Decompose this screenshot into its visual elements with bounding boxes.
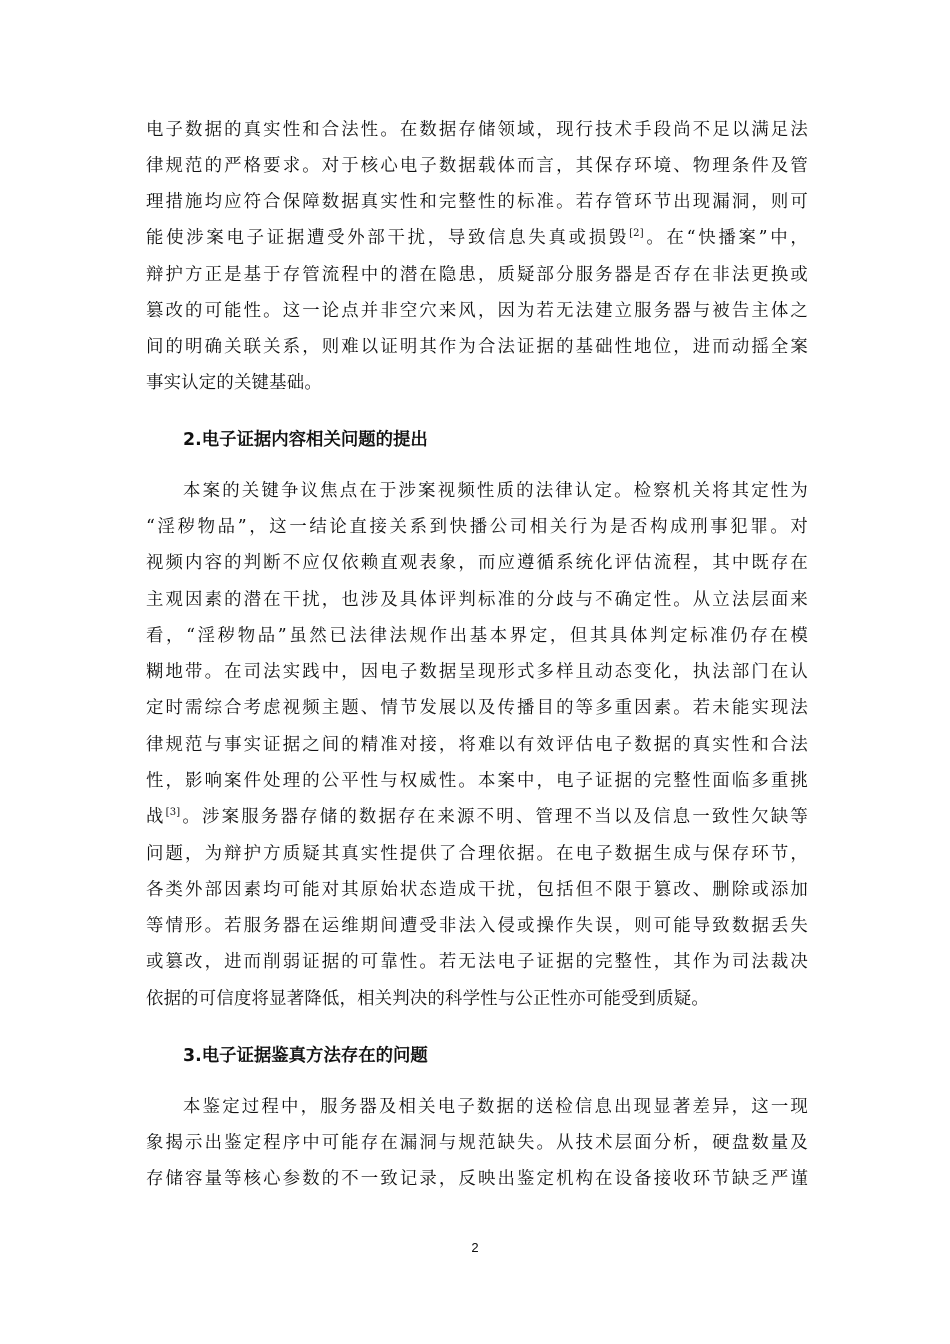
paragraph-line: 本鉴定过程中，服务器及相关电子数据的送检信息出现显著差异，这一现 [183,1097,808,1117]
paragraph-line: 象揭示出鉴定程序中可能存在漏洞与规范缺失。从技术层面分析，硬盘数量及 [146,1133,808,1153]
paragraph-line: 或篡改，进而削弱证据的可靠性。若无法电子证据的完整性，其作为司法裁决 [146,952,808,972]
paragraph-line: 律规范与事实证据之间的精准对接，将难以有效评估电子数据的真实性和合法 [146,735,808,755]
page-number: 2 [471,1240,479,1255]
paragraph-line: 看，“淫秽物品”虽然已法律法规作出基本界定，但其具体判定标准仍存在模 [146,626,808,646]
citation-marker: [3] [165,807,181,818]
paragraph-line: 本案的关键争议焦点在于涉案视频性质的法律认定。检察机关将其定性为 [183,481,808,501]
line-text: 战 [146,807,166,827]
paragraph-line: 糊地带。在司法实践中，因电子数据呈现形式多样且动态变化，执法部门在认 [146,662,808,682]
paragraph-line: 电子数据的真实性和合法性。在数据存储领域，现行技术手段尚不足以满足法 [146,120,808,140]
paragraph-line: 各类外部因素均可能对其原始状态造成干扰，包括但不限于篡改、删除或添加 [146,880,808,900]
paragraph-line: 辩护方正是基于存管流程中的潜在隐患，质疑部分服务器是否存在非法更换或 [146,265,808,285]
paragraph-line: 视频内容的判断不应仅依赖直观表象，而应遵循系统化评估流程，其中既存在 [146,553,808,573]
paragraph-line: 理措施均应符合保障数据真实性和完整性的标准。若存管环节出现漏洞，则可 [146,192,808,212]
paragraph-line: 篡改的可能性。这一论点并非空穴来风，因为若无法建立服务器与被告主体之 [146,301,808,321]
paragraph-line: 依据的可信度将显著降低，相关判决的科学性与公正性亦可能受到质疑。 [146,989,709,1009]
paragraph-line-with-citation [146,799,808,835]
paragraph-line: 律规范的严格要求。对于核心电子数据载体而言，其保存环境、物理条件及管 [146,156,808,176]
paragraph-line: 间的明确关联关系，则难以证明其作为合法证据的基础性地位，进而动摇全案 [146,337,808,357]
paragraph-line: 等情形。若服务器在运维期间遭受非法入侵或操作失误，则可能导致数据丢失 [146,916,808,936]
section-heading: 2.电子证据内容相关问题的提出 [183,430,428,450]
line-text: 。在“快播案”中， [643,228,808,248]
paragraph-line: “淫秽物品”，这一结论直接关系到快播公司相关行为是否构成刑事犯罪。对 [146,517,808,537]
paragraph-line-with-citation [146,220,808,256]
section-heading: 3.电子证据鉴真方法存在的问题 [183,1046,428,1066]
paragraph-line: 定时需综合考虑视频主题、情节发展以及传播目的等多重因素。若未能实现法 [146,698,808,718]
paragraph-line: 主观因素的潜在干扰，也涉及具体评判标准的分歧与不确定性。从立法层面来 [146,590,808,610]
paragraph-line: 问题，为辩护方质疑其真实性提供了合理依据。在电子数据生成与保存环节， [146,844,808,864]
citation-marker: [2] [629,228,644,239]
line-text: 。涉案服务器存储的数据存在来源不明、管理不当以及信息一致性欠缺等 [180,807,809,827]
paragraph-line: 事实认定的关键基础。 [146,373,322,393]
line-text: 能使涉案电子证据遭受外部干扰，导致信息失真或损毁 [146,228,630,248]
paragraph-line: 存储容量等核心参数的不一致记录，反映出鉴定机构在设备接收环节缺乏严谨 [146,1169,808,1189]
paragraph-line: 性，影响案件处理的公平性与权威性。本案中，电子证据的完整性面临多重挑 [146,771,808,791]
